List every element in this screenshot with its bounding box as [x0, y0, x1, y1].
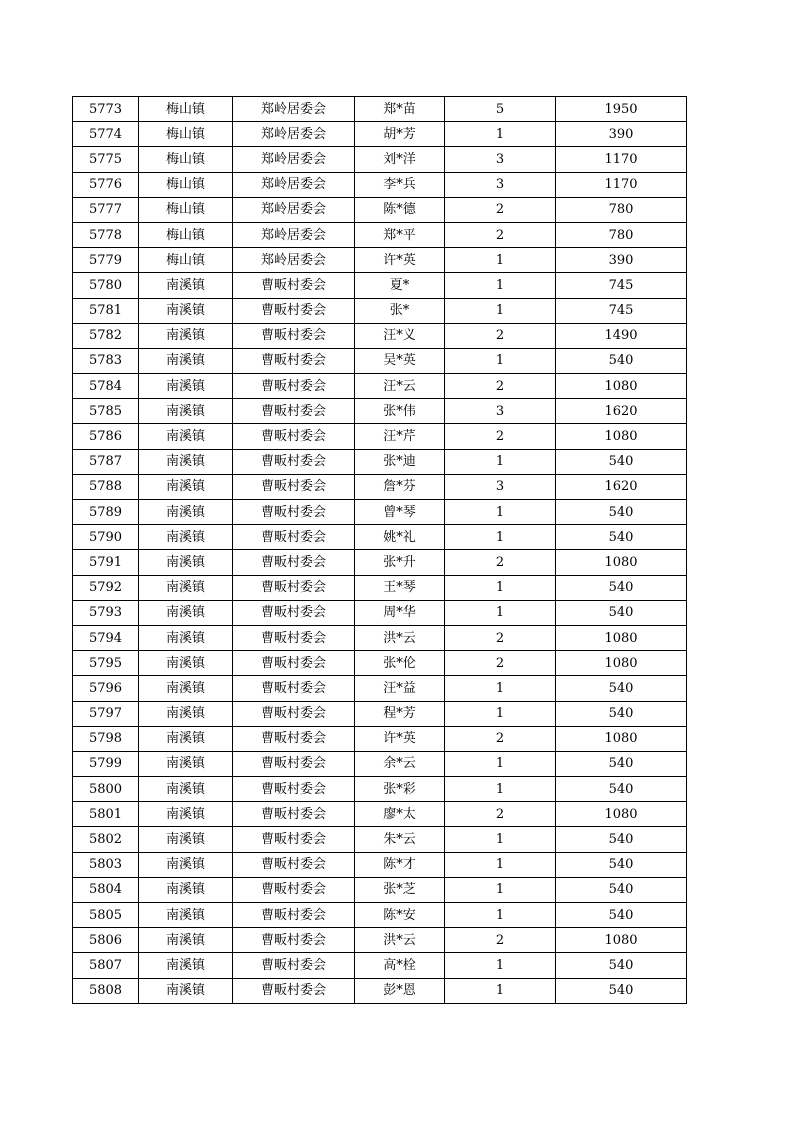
- amount-cell: 390: [556, 122, 687, 147]
- serial-number-cell: 5792: [73, 575, 139, 600]
- serial-number-cell: 5785: [73, 399, 139, 424]
- town-cell: 南溪镇: [139, 374, 233, 399]
- serial-number-cell: 5798: [73, 726, 139, 751]
- town-cell: 南溪镇: [139, 651, 233, 676]
- serial-number-cell: 5779: [73, 248, 139, 273]
- serial-number-cell: 5796: [73, 676, 139, 701]
- committee-cell: 曹畈村委会: [233, 399, 355, 424]
- town-cell: 南溪镇: [139, 777, 233, 802]
- committee-cell: 曹畈村委会: [233, 953, 355, 978]
- serial-number-cell: 5806: [73, 928, 139, 953]
- household-count-cell: 1: [445, 978, 556, 1003]
- serial-number-cell: 5793: [73, 600, 139, 625]
- serial-number-cell: 5787: [73, 449, 139, 474]
- town-cell: 南溪镇: [139, 978, 233, 1003]
- household-count-cell: 3: [445, 399, 556, 424]
- name-cell: 郑*平: [355, 222, 445, 247]
- table-row: [73, 399, 687, 424]
- serial-number-cell: 5797: [73, 701, 139, 726]
- name-cell: 周*华: [355, 600, 445, 625]
- household-count-cell: 2: [445, 222, 556, 247]
- name-cell: 姚*礼: [355, 525, 445, 550]
- committee-cell: 郑岭居委会: [233, 248, 355, 273]
- committee-cell: 曹畈村委会: [233, 273, 355, 298]
- amount-cell: 780: [556, 222, 687, 247]
- amount-cell: 540: [556, 600, 687, 625]
- household-count-cell: 1: [445, 449, 556, 474]
- name-cell: 王*琴: [355, 575, 445, 600]
- name-cell: 张*迪: [355, 449, 445, 474]
- committee-cell: 曹畈村委会: [233, 525, 355, 550]
- table-row: [73, 122, 687, 147]
- committee-cell: 曹畈村委会: [233, 701, 355, 726]
- serial-number-cell: 5782: [73, 323, 139, 348]
- name-cell: 曾*琴: [355, 500, 445, 525]
- committee-cell: 郑岭居委会: [233, 147, 355, 172]
- name-cell: 刘*洋: [355, 147, 445, 172]
- name-cell: 汪*益: [355, 676, 445, 701]
- table-row: [73, 147, 687, 172]
- town-cell: 南溪镇: [139, 676, 233, 701]
- amount-cell: 1170: [556, 147, 687, 172]
- amount-cell: 1080: [556, 726, 687, 751]
- household-count-cell: 1: [445, 953, 556, 978]
- town-cell: 南溪镇: [139, 625, 233, 650]
- committee-cell: 郑岭居委会: [233, 172, 355, 197]
- household-count-cell: 1: [445, 348, 556, 373]
- committee-cell: 曹畈村委会: [233, 374, 355, 399]
- amount-cell: 745: [556, 298, 687, 323]
- household-count-cell: 2: [445, 550, 556, 575]
- household-count-cell: 2: [445, 802, 556, 827]
- serial-number-cell: 5778: [73, 222, 139, 247]
- committee-cell: 曹畈村委会: [233, 449, 355, 474]
- serial-number-cell: 5774: [73, 122, 139, 147]
- serial-number-cell: 5776: [73, 172, 139, 197]
- household-count-cell: 1: [445, 500, 556, 525]
- table-row: [73, 424, 687, 449]
- table-row: [73, 575, 687, 600]
- amount-cell: 1080: [556, 928, 687, 953]
- town-cell: 南溪镇: [139, 550, 233, 575]
- name-cell: 陈*安: [355, 903, 445, 928]
- amount-cell: 540: [556, 751, 687, 776]
- name-cell: 夏*: [355, 273, 445, 298]
- town-cell: 梅山镇: [139, 147, 233, 172]
- household-count-cell: 1: [445, 877, 556, 902]
- table-row: [73, 827, 687, 852]
- household-count-cell: 3: [445, 147, 556, 172]
- town-cell: 南溪镇: [139, 575, 233, 600]
- committee-cell: 郑岭居委会: [233, 197, 355, 222]
- table-row: [73, 978, 687, 1003]
- committee-cell: 曹畈村委会: [233, 877, 355, 902]
- household-count-cell: 1: [445, 273, 556, 298]
- town-cell: 南溪镇: [139, 953, 233, 978]
- table-row: [73, 197, 687, 222]
- town-cell: 南溪镇: [139, 500, 233, 525]
- name-cell: 程*芳: [355, 701, 445, 726]
- serial-number-cell: 5784: [73, 374, 139, 399]
- serial-number-cell: 5807: [73, 953, 139, 978]
- household-count-cell: 2: [445, 374, 556, 399]
- town-cell: 南溪镇: [139, 802, 233, 827]
- committee-cell: 郑岭居委会: [233, 97, 355, 122]
- serial-number-cell: 5805: [73, 903, 139, 928]
- town-cell: 南溪镇: [139, 449, 233, 474]
- household-count-cell: 1: [445, 298, 556, 323]
- table-row: [73, 928, 687, 953]
- amount-cell: 1080: [556, 625, 687, 650]
- table-row: [73, 298, 687, 323]
- table-row: [73, 953, 687, 978]
- amount-cell: 540: [556, 852, 687, 877]
- name-cell: 张*: [355, 298, 445, 323]
- serial-number-cell: 5799: [73, 751, 139, 776]
- serial-number-cell: 5781: [73, 298, 139, 323]
- table-row: [73, 751, 687, 776]
- serial-number-cell: 5780: [73, 273, 139, 298]
- committee-cell: 曹畈村委会: [233, 298, 355, 323]
- amount-cell: 540: [556, 827, 687, 852]
- amount-cell: 540: [556, 903, 687, 928]
- committee-cell: 曹畈村委会: [233, 348, 355, 373]
- committee-cell: 曹畈村委会: [233, 625, 355, 650]
- committee-cell: 曹畈村委会: [233, 978, 355, 1003]
- amount-cell: 540: [556, 953, 687, 978]
- town-cell: 南溪镇: [139, 348, 233, 373]
- name-cell: 郑*苗: [355, 97, 445, 122]
- name-cell: 张*伟: [355, 399, 445, 424]
- amount-cell: 1490: [556, 323, 687, 348]
- amount-cell: 540: [556, 777, 687, 802]
- amount-cell: 540: [556, 525, 687, 550]
- committee-cell: 曹畈村委会: [233, 500, 355, 525]
- town-cell: 南溪镇: [139, 726, 233, 751]
- committee-cell: 曹畈村委会: [233, 802, 355, 827]
- town-cell: 梅山镇: [139, 172, 233, 197]
- name-cell: 朱*云: [355, 827, 445, 852]
- table-row: [73, 903, 687, 928]
- committee-cell: 曹畈村委会: [233, 852, 355, 877]
- committee-cell: 曹畈村委会: [233, 474, 355, 499]
- amount-cell: 1080: [556, 651, 687, 676]
- town-cell: 梅山镇: [139, 197, 233, 222]
- household-count-cell: 1: [445, 248, 556, 273]
- household-count-cell: 2: [445, 424, 556, 449]
- serial-number-cell: 5775: [73, 147, 139, 172]
- table-row: [73, 248, 687, 273]
- household-count-cell: 2: [445, 323, 556, 348]
- name-cell: 洪*云: [355, 928, 445, 953]
- name-cell: 胡*芳: [355, 122, 445, 147]
- committee-cell: 曹畈村委会: [233, 777, 355, 802]
- amount-cell: 540: [556, 877, 687, 902]
- serial-number-cell: 5783: [73, 348, 139, 373]
- committee-cell: 郑岭居委会: [233, 222, 355, 247]
- name-cell: 张*伦: [355, 651, 445, 676]
- name-cell: 许*英: [355, 726, 445, 751]
- household-count-cell: 2: [445, 625, 556, 650]
- amount-cell: 1170: [556, 172, 687, 197]
- committee-cell: 郑岭居委会: [233, 122, 355, 147]
- amount-cell: 1950: [556, 97, 687, 122]
- serial-number-cell: 5791: [73, 550, 139, 575]
- committee-cell: 曹畈村委会: [233, 550, 355, 575]
- town-cell: 梅山镇: [139, 122, 233, 147]
- serial-number-cell: 5795: [73, 651, 139, 676]
- name-cell: 李*兵: [355, 172, 445, 197]
- table-row: [73, 852, 687, 877]
- name-cell: 廖*太: [355, 802, 445, 827]
- amount-cell: 540: [556, 348, 687, 373]
- amount-cell: 540: [556, 575, 687, 600]
- table-row: [73, 500, 687, 525]
- serial-number-cell: 5777: [73, 197, 139, 222]
- committee-cell: 曹畈村委会: [233, 903, 355, 928]
- household-count-cell: 2: [445, 928, 556, 953]
- name-cell: 汪*芹: [355, 424, 445, 449]
- household-count-cell: 1: [445, 525, 556, 550]
- name-cell: 陈*才: [355, 852, 445, 877]
- amount-cell: 540: [556, 676, 687, 701]
- serial-number-cell: 5804: [73, 877, 139, 902]
- household-count-cell: 1: [445, 751, 556, 776]
- table-row: [73, 323, 687, 348]
- serial-number-cell: 5786: [73, 424, 139, 449]
- town-cell: 南溪镇: [139, 600, 233, 625]
- town-cell: 南溪镇: [139, 525, 233, 550]
- household-count-cell: 2: [445, 197, 556, 222]
- table-row: [73, 726, 687, 751]
- name-cell: 彭*恩: [355, 978, 445, 1003]
- amount-cell: 540: [556, 701, 687, 726]
- committee-cell: 曹畈村委会: [233, 751, 355, 776]
- town-cell: 南溪镇: [139, 424, 233, 449]
- amount-cell: 1080: [556, 550, 687, 575]
- household-count-cell: 1: [445, 122, 556, 147]
- amount-cell: 540: [556, 500, 687, 525]
- household-count-cell: 1: [445, 903, 556, 928]
- amount-cell: 1080: [556, 802, 687, 827]
- amount-cell: 1080: [556, 424, 687, 449]
- roster-table: [72, 96, 687, 1004]
- household-count-cell: 1: [445, 777, 556, 802]
- serial-number-cell: 5788: [73, 474, 139, 499]
- town-cell: 南溪镇: [139, 323, 233, 348]
- household-count-cell: 1: [445, 676, 556, 701]
- household-count-cell: 1: [445, 852, 556, 877]
- table-row: [73, 701, 687, 726]
- table-row: [73, 651, 687, 676]
- household-count-cell: 5: [445, 97, 556, 122]
- town-cell: 南溪镇: [139, 928, 233, 953]
- serial-number-cell: 5794: [73, 625, 139, 650]
- amount-cell: 390: [556, 248, 687, 273]
- table-row: [73, 222, 687, 247]
- name-cell: 高*栓: [355, 953, 445, 978]
- committee-cell: 曹畈村委会: [233, 651, 355, 676]
- table-row: [73, 474, 687, 499]
- household-count-cell: 1: [445, 701, 556, 726]
- committee-cell: 曹畈村委会: [233, 726, 355, 751]
- amount-cell: 540: [556, 978, 687, 1003]
- serial-number-cell: 5801: [73, 802, 139, 827]
- committee-cell: 曹畈村委会: [233, 827, 355, 852]
- town-cell: 南溪镇: [139, 701, 233, 726]
- committee-cell: 曹畈村委会: [233, 600, 355, 625]
- table-row: [73, 550, 687, 575]
- roster-body: [73, 97, 687, 1004]
- name-cell: 詹*芬: [355, 474, 445, 499]
- table-row: [73, 877, 687, 902]
- town-cell: 南溪镇: [139, 273, 233, 298]
- household-count-cell: 1: [445, 575, 556, 600]
- name-cell: 洪*云: [355, 625, 445, 650]
- name-cell: 许*英: [355, 248, 445, 273]
- town-cell: 南溪镇: [139, 852, 233, 877]
- town-cell: 南溪镇: [139, 399, 233, 424]
- household-count-cell: 1: [445, 600, 556, 625]
- serial-number-cell: 5802: [73, 827, 139, 852]
- name-cell: 张*芝: [355, 877, 445, 902]
- town-cell: 南溪镇: [139, 877, 233, 902]
- household-count-cell: 2: [445, 651, 556, 676]
- serial-number-cell: 5803: [73, 852, 139, 877]
- table-row: [73, 97, 687, 122]
- serial-number-cell: 5808: [73, 978, 139, 1003]
- name-cell: 陈*德: [355, 197, 445, 222]
- town-cell: 南溪镇: [139, 298, 233, 323]
- committee-cell: 曹畈村委会: [233, 928, 355, 953]
- household-count-cell: 3: [445, 474, 556, 499]
- town-cell: 南溪镇: [139, 827, 233, 852]
- name-cell: 余*云: [355, 751, 445, 776]
- serial-number-cell: 5790: [73, 525, 139, 550]
- amount-cell: 1620: [556, 399, 687, 424]
- table-row: [73, 374, 687, 399]
- amount-cell: 745: [556, 273, 687, 298]
- serial-number-cell: 5789: [73, 500, 139, 525]
- table-row: [73, 625, 687, 650]
- table-row: [73, 449, 687, 474]
- amount-cell: 1080: [556, 374, 687, 399]
- amount-cell: 1620: [556, 474, 687, 499]
- amount-cell: 780: [556, 197, 687, 222]
- committee-cell: 曹畈村委会: [233, 676, 355, 701]
- table-row: [73, 777, 687, 802]
- town-cell: 南溪镇: [139, 903, 233, 928]
- name-cell: 吴*英: [355, 348, 445, 373]
- table-row: [73, 600, 687, 625]
- town-cell: 南溪镇: [139, 751, 233, 776]
- town-cell: 梅山镇: [139, 97, 233, 122]
- amount-cell: 540: [556, 449, 687, 474]
- committee-cell: 曹畈村委会: [233, 424, 355, 449]
- household-count-cell: 3: [445, 172, 556, 197]
- name-cell: 汪*义: [355, 323, 445, 348]
- household-count-cell: 2: [445, 726, 556, 751]
- household-count-cell: 1: [445, 827, 556, 852]
- table-row: [73, 172, 687, 197]
- committee-cell: 曹畈村委会: [233, 323, 355, 348]
- table-row: [73, 525, 687, 550]
- name-cell: 张*升: [355, 550, 445, 575]
- serial-number-cell: 5773: [73, 97, 139, 122]
- name-cell: 张*彩: [355, 777, 445, 802]
- table-row: [73, 802, 687, 827]
- table-row: [73, 273, 687, 298]
- table-row: [73, 348, 687, 373]
- town-cell: 南溪镇: [139, 474, 233, 499]
- table-row: [73, 676, 687, 701]
- name-cell: 汪*云: [355, 374, 445, 399]
- town-cell: 梅山镇: [139, 222, 233, 247]
- town-cell: 梅山镇: [139, 248, 233, 273]
- serial-number-cell: 5800: [73, 777, 139, 802]
- committee-cell: 曹畈村委会: [233, 575, 355, 600]
